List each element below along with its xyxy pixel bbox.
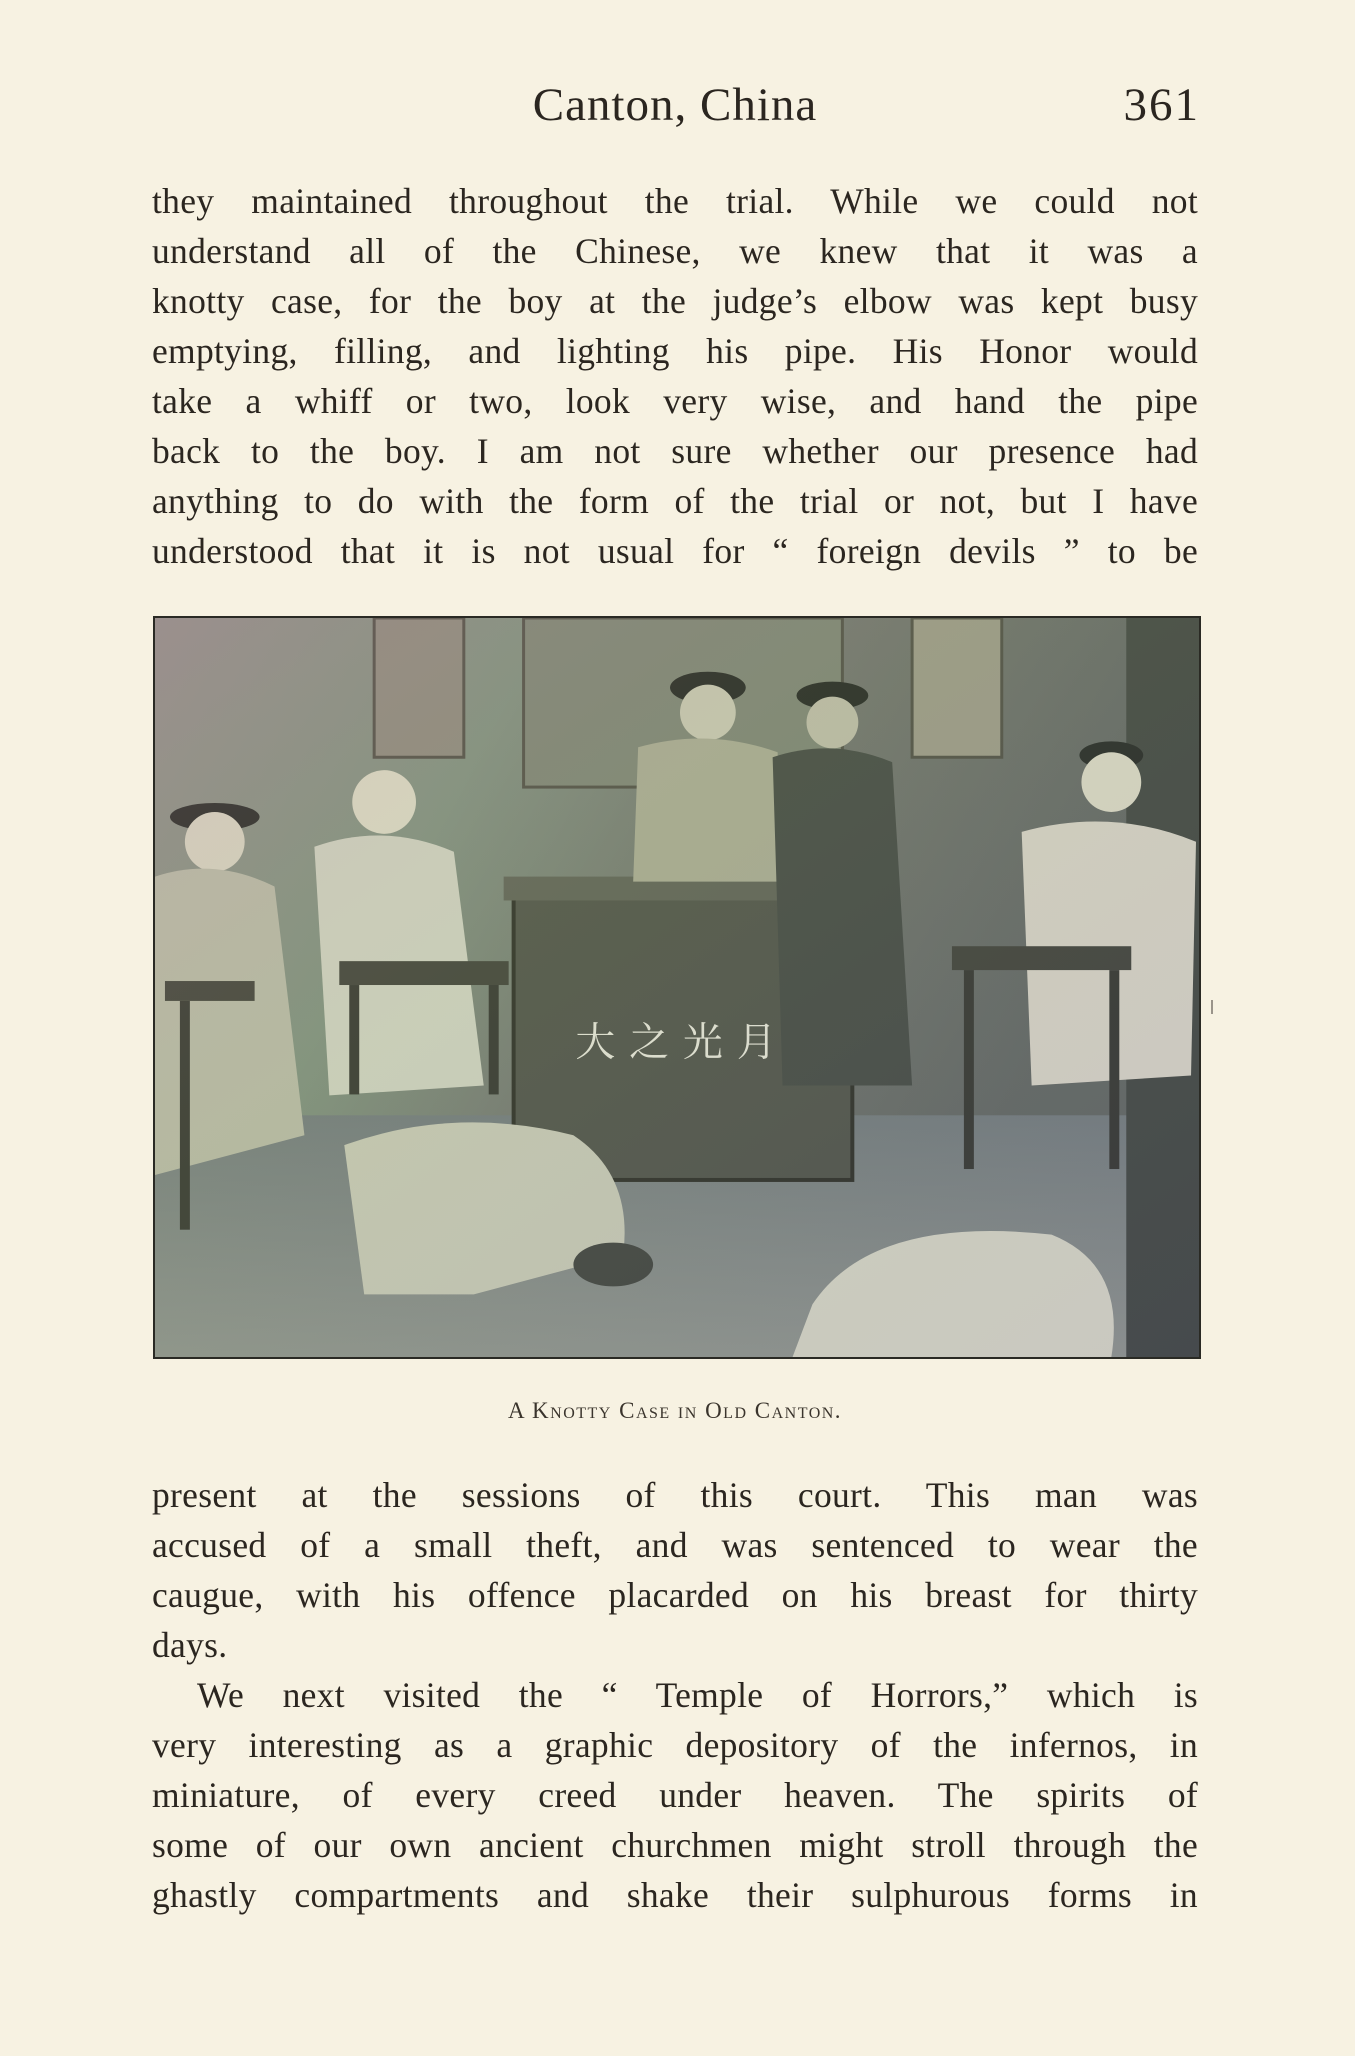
text-line: miniature, of every creed under heaven. The spirits of <box>152 1775 1198 1815</box>
text-line: take a whiff or two, look very wise, and hand the pipe <box>152 381 1198 421</box>
body-text-bottom <box>152 1470 1198 1920</box>
text-line: anything to do with the form of the trial or not, but I have <box>152 481 1198 521</box>
text-line: accused of a small theft, and was sentenced to wear the <box>152 1525 1198 1565</box>
text-line: knotty case, for the boy at the judge’s elbow was kept busy <box>152 281 1198 321</box>
page-number: 361 <box>1123 79 1200 131</box>
illustration-caption: A Knotty Case in Old Canton. <box>507 1398 843 1423</box>
text-line: ghastly compartments and shake their sulphurous forms in <box>152 1875 1198 1915</box>
court-scene-illustration <box>153 616 1201 1359</box>
text-line: present at the sessions of this court. This man was <box>152 1475 1198 1515</box>
text-line: understand all of the Chinese, we knew that it was a <box>152 231 1198 271</box>
court-scene-artwork <box>155 618 1199 1357</box>
text-line: caugue, with his offence placarded on his breast for thirty <box>152 1575 1198 1615</box>
text-line: days. <box>152 1625 228 1665</box>
text-line: We next visited the “ Temple of Horrors,” which is <box>197 1675 1198 1715</box>
body-text-top <box>152 176 1198 576</box>
running-head <box>150 78 1200 138</box>
margin-mark <box>1211 1000 1213 1014</box>
text-line: back to the boy. I am not sure whether our presence had <box>152 431 1198 471</box>
text-line: some of our own ancient churchmen might stroll through the <box>152 1825 1198 1865</box>
text-line: understood that it is not usual for “ foreign devils ” to be <box>152 531 1198 571</box>
text-line: very interesting as a graphic depository of the infernos, in <box>152 1725 1198 1765</box>
text-line: they maintained throughout the trial. While we could not <box>152 181 1198 221</box>
running-title: Canton, China <box>532 79 818 131</box>
text-line: emptying, filling, and lighting his pipe. His Honor would <box>152 331 1198 371</box>
